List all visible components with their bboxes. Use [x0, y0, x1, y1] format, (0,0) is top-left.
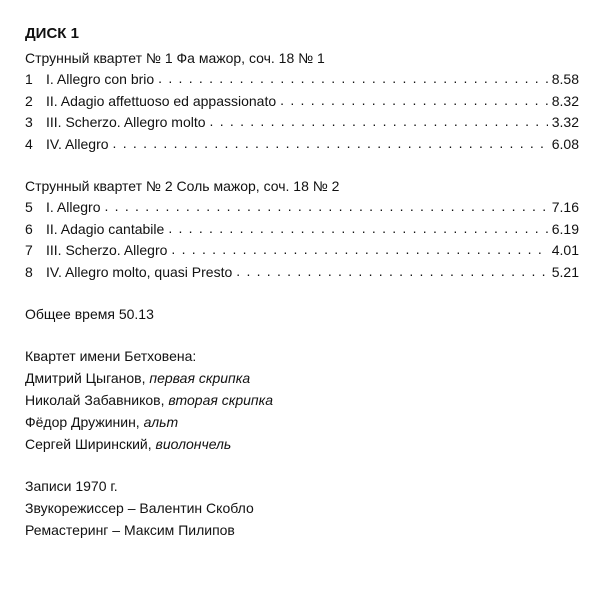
track-duration: 4.01 — [551, 242, 579, 258]
spacer — [25, 155, 579, 175]
member-role: первая скрипка — [149, 370, 251, 386]
dot-leader — [158, 68, 548, 90]
member-name: Дмитрий Цыганов, — [25, 370, 146, 386]
track-number: 1 — [25, 71, 33, 87]
dot-leader — [236, 261, 547, 283]
track-number: 4 — [25, 135, 33, 152]
remastering-credit: Ремастеринг – Максим Пилипов — [25, 522, 235, 538]
track-number: 6 — [25, 220, 33, 237]
dot-leader — [210, 111, 548, 133]
spacer — [25, 283, 579, 303]
disc-title: ДИСК 1 — [25, 25, 79, 42]
track-number: 3 — [25, 114, 33, 130]
member-role: вторая скрипка — [168, 392, 274, 408]
member-name: Фёдор Дружинин, — [25, 414, 140, 430]
track-title: II. Adagio cantabile — [46, 220, 165, 237]
dot-leader — [171, 239, 547, 261]
member-role: виолончель — [155, 436, 232, 452]
track-row — [25, 112, 579, 134]
track-duration: 6.19 — [551, 220, 579, 237]
track-title: II. Adagio affettuoso ed appassionato — [46, 92, 277, 109]
total-time: Общее время 50.13 — [25, 306, 154, 322]
track-title: IV. Allegro molto, quasi Presto — [46, 263, 233, 280]
recording-year: Записи 1970 г. — [25, 478, 118, 494]
track-title: IV. Allegro — [46, 135, 109, 152]
member-role: альт — [143, 414, 179, 430]
track-duration: 8.32 — [551, 92, 579, 109]
track-duration: 6.08 — [551, 135, 579, 152]
track-title: III. Scherzo. Allegro — [46, 242, 168, 258]
track-duration: 3.32 — [551, 114, 579, 130]
dot-leader — [113, 133, 548, 155]
track-row — [25, 197, 579, 219]
track-duration: 5.21 — [551, 263, 579, 280]
ensemble-member — [25, 389, 579, 411]
track-number: 8 — [25, 263, 33, 280]
dot-leader — [280, 90, 548, 112]
spacer — [25, 325, 579, 345]
track-number: 5 — [25, 199, 33, 215]
track-row — [25, 91, 579, 113]
track-duration: 8.58 — [551, 71, 579, 87]
ensemble-member — [25, 433, 579, 455]
ensemble-member — [25, 411, 579, 433]
track-duration: 7.16 — [551, 199, 579, 215]
track-row — [25, 219, 579, 241]
ensemble-member — [25, 367, 579, 389]
track-row — [25, 69, 579, 91]
track-row — [25, 240, 579, 262]
track-number: 7 — [25, 242, 33, 258]
member-name: Николай Забавников, — [25, 392, 165, 408]
dot-leader — [104, 196, 547, 218]
work-heading: Струнный квартет № 1 Фа мажор, соч. 18 № 1 — [25, 50, 325, 66]
track-row — [25, 262, 579, 284]
member-name: Сергей Ширинский, — [25, 436, 152, 452]
track-number: 2 — [25, 92, 33, 109]
track-title: I. Allegro — [46, 199, 101, 215]
sound-engineer: Звукорежиссер – Валентин Скобло — [25, 500, 254, 516]
track-title: III. Scherzo. Allegro molto — [46, 114, 206, 130]
dot-leader — [168, 218, 547, 240]
work-heading: Струнный квартет № 2 Соль мажор, соч. 18 № 2 — [25, 178, 340, 194]
ensemble-heading: Квартет имени Бетховена: — [25, 348, 197, 364]
track-row — [25, 134, 579, 156]
track-title: I. Allegro con brio — [46, 71, 155, 87]
liner-notes — [25, 24, 579, 541]
spacer — [25, 455, 579, 475]
